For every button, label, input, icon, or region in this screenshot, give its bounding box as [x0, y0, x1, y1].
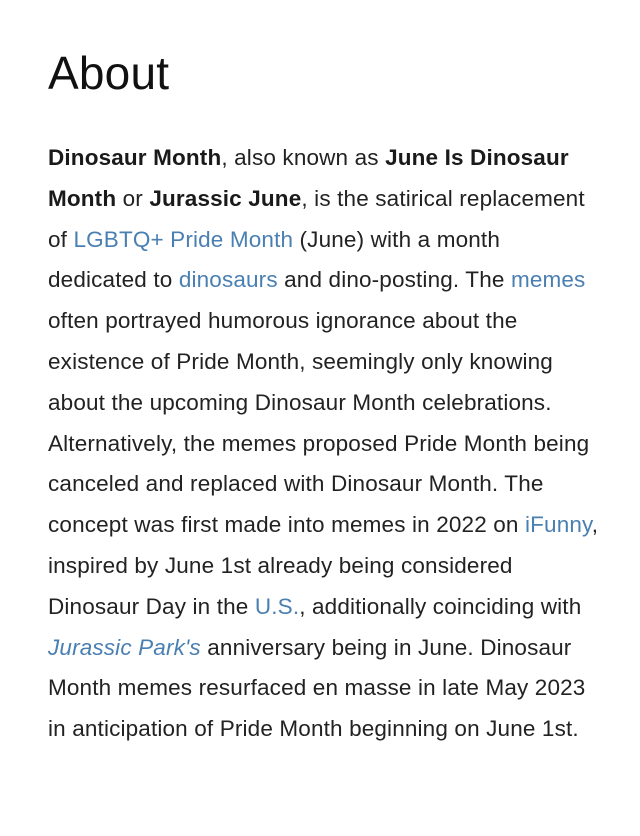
text-segment: , also known as [221, 145, 386, 170]
link-memes[interactable]: memes [510, 267, 586, 293]
section-heading: About [48, 47, 170, 99]
text-segment: or [116, 185, 150, 211]
text-segment: , inspired by June 1st already being considered Dinosaur Day in the [48, 512, 599, 619]
text-segment: anniversary being in June. Dinosaur Month memes resurfaced en masse in late May 2023 in anticipation of Pride Month beginning on June 1st. [48, 634, 586, 742]
text-segment: , is the satirical replacement of [48, 185, 585, 252]
text-segment: often portrayed humorous ignorance about the existence of Pride Month, seemingly only knowing about the upcoming Dinosaur Month celebrations. Alternatively, the memes proposed Pride Month being canceled and replaced with Dinosaur Month. The concept was first made into memes in 2022 on [48, 308, 590, 538]
link-dinosaurs[interactable]: dinosaurs [178, 267, 278, 293]
bold-term-june-is-dinosaur-month: June Is Dinosaur Month [48, 145, 569, 211]
link-jurassic-park[interactable]: Jurassic Park's [48, 634, 201, 660]
bold-term-jurassic-june: Jurassic June [149, 185, 302, 211]
text-segment: (June) with a month dedicated to [48, 226, 500, 293]
about-paragraph [48, 138, 600, 750]
text-segment: and dino-posting. The [277, 267, 511, 293]
link-ifunny[interactable]: iFunny [525, 512, 592, 538]
link-us[interactable]: U.S. [254, 593, 300, 619]
bold-term-dinosaur-month: Dinosaur Month [48, 145, 222, 170]
link-lgbtq-pride-month[interactable]: LGBTQ+ Pride Month [73, 226, 294, 252]
text-segment: , additionally coinciding with [299, 593, 582, 619]
